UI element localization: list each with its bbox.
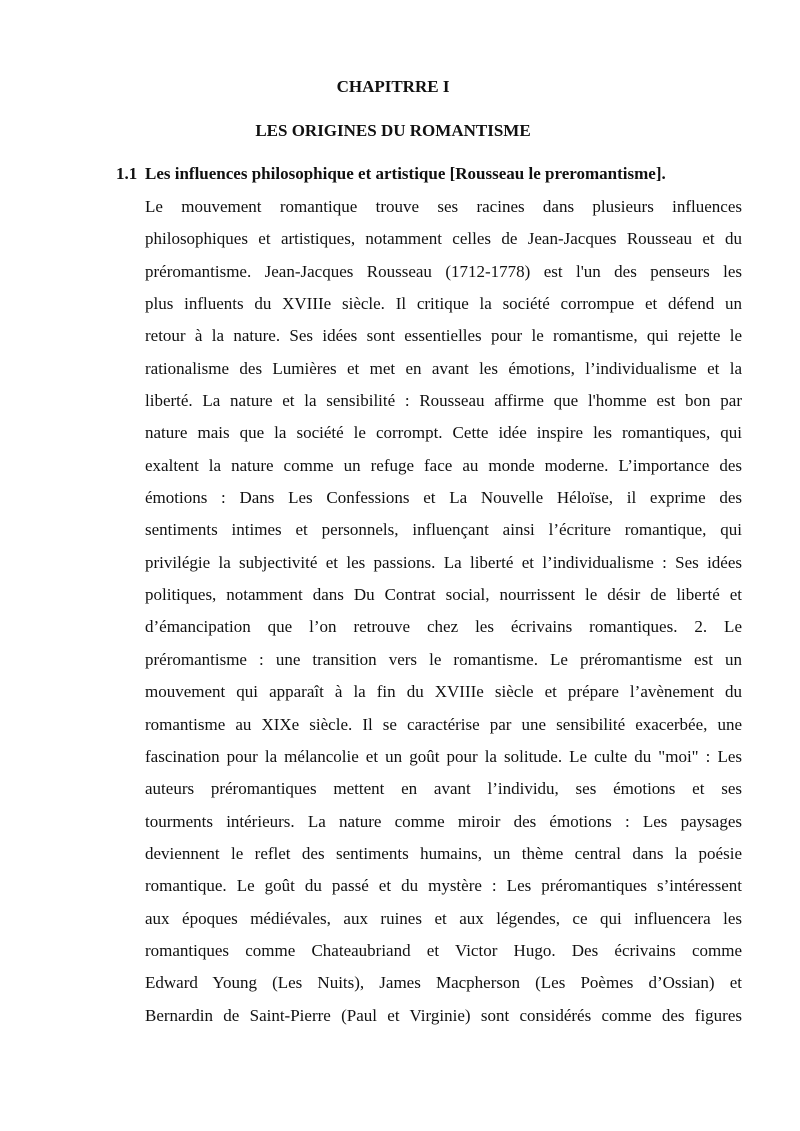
body-line: tourments intérieurs. La nature comme miroir des émotions : Les paysages [145, 811, 742, 831]
body-line: exaltent la nature comme un refuge face au monde moderne. L’importance des [145, 455, 742, 475]
body-line: plus influents du XVIIIe siècle. Il critique la société corrompue et défend un [145, 294, 742, 314]
body-line: romantique. Le goût du passé et du mystère : Les préromantiques s’intéressent [145, 876, 742, 896]
body-line: deviennent le reflet des sentiments humains, un thème central dans la poésie [145, 843, 742, 863]
body-line: Le mouvement romantique trouve ses racines dans plusieurs influences [145, 197, 742, 216]
body-line: romantisme au XIXe siècle. Il se caractérise par une sensibilité exacerbée, une [145, 714, 742, 734]
section-number: 1.1 [116, 164, 138, 183]
body-line: Bernardin de Saint-Pierre (Paul et Virginie) sont considérés comme des figures [145, 1005, 742, 1025]
chapter-title: LES ORIGINES DU ROMANTISME [255, 121, 531, 140]
body-line: privilégie la subjectivité et les passions. La liberté et l’individualisme : Ses idées [145, 552, 742, 572]
body-line: nature mais que la société le corrompt. Cette idée inspire les romantiques, qui [145, 423, 742, 443]
body-line: émotions : Dans Les Confessions et La Nouvelle Héloïse, il exprime des [145, 488, 742, 508]
body-line: liberté. La nature et la sensibilité : Rousseau affirme que l'homme est bon par [145, 391, 742, 411]
body-line: politiques, notamment dans Du Contrat social, nourrissent le désir de liberté et [145, 585, 742, 605]
body-line: sentiments intimes et personnels, influençant ainsi l’écriture romantique, qui [145, 520, 742, 540]
section-heading [116, 163, 756, 185]
section-title: Les influences philosophique et artistique [Rousseau le preromantisme]. [145, 164, 666, 183]
body-line: mouvement qui apparaît à la fin du XVIIIe siècle et prépare l’avènement du [145, 682, 742, 702]
body-line: fascination pour la mélancolie et un goût pour la solitude. Le culte du "moi" : Les [145, 746, 742, 766]
body-line: romantiques comme Chateaubriand et Victor Hugo. Des écrivains comme [145, 940, 742, 960]
body-line: préromantisme : une transition vers le romantisme. Le préromantisme est un [145, 649, 742, 669]
body-line: philosophiques et artistiques, notamment celles de Jean-Jacques Rousseau et du [145, 229, 742, 249]
body-line: d’émancipation que l’on retrouve chez les écrivains romantiques. 2. Le [145, 617, 742, 637]
body-line: auteurs préromantiques mettent en avant l’individu, ses émotions et ses [145, 779, 742, 799]
body-line: rationalisme des Lumières et met en avant les émotions, l’individualisme et la [145, 358, 742, 378]
body-line: retour à la nature. Ses idées sont essentielles pour le romantisme, qui rejette le [145, 326, 742, 346]
body-line: aux époques médiévales, aux ruines et aux légendes, ce qui influencera les [145, 908, 742, 928]
body-line: préromantisme. Jean-Jacques Rousseau (1712-1778) est l'un des penseurs les [145, 261, 742, 281]
body-paragraph [145, 194, 742, 1035]
chapter-label: CHAPITRRE I [336, 77, 450, 96]
body-line: Edward Young (Les Nuits), James Macpherson (Les Poèmes d’Ossian) et [145, 973, 742, 993]
